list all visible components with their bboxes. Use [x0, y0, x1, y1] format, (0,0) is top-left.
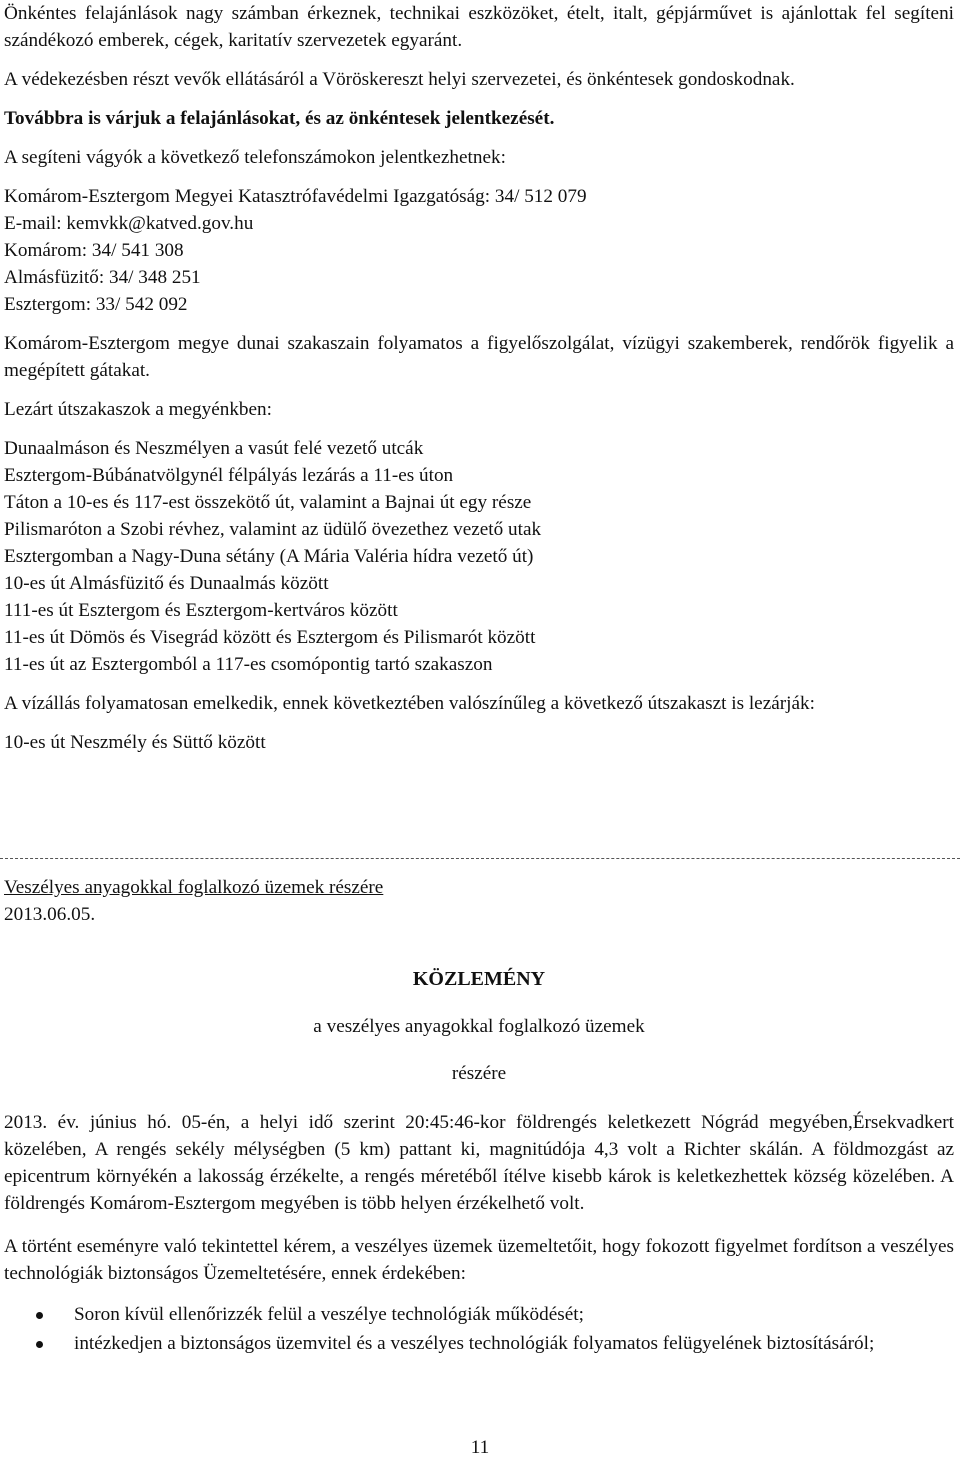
closed-road-item: Dunaalmáson és Neszmélyen a vasút felé vezető utcák	[4, 438, 424, 459]
closed-road-item: Esztergom-Búbánatvölgynél félpályás lezárás a 11-es úton	[4, 465, 454, 486]
water-level-paragraph: A vízállás folyamatosan emelkedik, ennek következtében valószínűleg a következő útszakaszt is lezárják:	[4, 693, 815, 714]
section-divider	[0, 858, 960, 859]
closed-road-item: 10-es út Almásfüzitő és Dunaalmás között	[4, 573, 329, 594]
closed-road-item: Esztergomban a Nagy-Duna sétány (A Mária Valéria hídra vezető út)	[4, 546, 534, 567]
closed-roads-heading: Lezárt útszakaszok a megyénkben:	[4, 399, 272, 420]
contact-line: Komárom: 34/ 541 308	[4, 240, 184, 261]
instruction-item	[4, 1330, 954, 1357]
closed-road-item: 11-es út az Esztergomból a 117-es csomópontig tartó szakaszon	[4, 654, 493, 675]
earthquake-paragraph: 2013. év. június hó. 05-én, a helyi idő szerint 20:45:46-kor földrengés keletkezett Nógrád megyében,Érsekvadkert közelében, A rengés sekély mélységben (5 km) pattant ki, magnitúdója 4,3 volt a Richter skálán. A földmozgást az epicentrum környékén a lakosság érzékelte, a rengés méretéből ítélve kisebb károk is keletkezhettek község közelében. A földrengés Komárom-Esztergom megyében is több helyen érzékelhető volt.	[4, 1112, 954, 1214]
bullet-icon	[36, 1341, 43, 1348]
closed-road-item: 11-es út Dömös és Visegrád között és Esztergom és Pilismarót között	[4, 627, 536, 648]
closed-roads-list	[4, 435, 954, 678]
instruction-item	[4, 1301, 954, 1328]
closed-road-item: Táton a 10-es és 117-est összekötő út, valamint a Bajnai út egy része	[4, 492, 532, 513]
instruction-text: Soron kívül ellenőrizzék felül a veszélye technológiák működését;	[74, 1304, 584, 1325]
notice-subtitle-recipient: részére	[451, 1063, 507, 1084]
contact-email: E-mail: kemvkk@katved.gov.hu	[4, 213, 254, 234]
red-cross-paragraph: A védekezésben részt vevők ellátásáról a Vöröskereszt helyi szervezetei, és önkéntesek gondoskodnak.	[4, 69, 795, 90]
contact-line: Esztergom: 33/ 542 092	[4, 294, 188, 315]
contact-line: Almásfüzitő: 34/ 348 251	[4, 267, 201, 288]
contact-intro: A segíteni vágyók a következő telefonszámokon jelentkezhetnek:	[4, 147, 506, 168]
monitoring-paragraph: Komárom-Esztergom megye dunai szakaszain folyamatos a figyelőszolgálat, vízügyi szakemberek, rendőrök figyelik a megépített gátakat.	[4, 333, 954, 381]
bullet-icon	[36, 1312, 43, 1319]
contact-list	[4, 183, 954, 318]
instruction-text: intézkedjen a biztonságos üzemvitel és a veszélyes technológiák folyamatos felügyelének biztosításáról;	[74, 1333, 875, 1354]
notice-title: KÖZLEMÉNY	[412, 968, 546, 990]
request-paragraph: A történt eseményre való tekintettel kérem, a veszélyes üzemek üzemeltetőit, hogy fokozott figyelmet fordítson a veszélyes technológiák biztonságos Üzemeltetésére, ennek érdekében:	[4, 1236, 954, 1284]
next-closure-line: 10-es út Neszmély és Süttő között	[4, 732, 266, 753]
offers-paragraph: Önkéntes felajánlások nagy számban érkeznek, technikai eszközöket, ételt, italt, gépjárművet is ajánlottak fel segíteni szándékozó emberek, cégek, karitatív szervezetek egyaránt.	[4, 3, 954, 51]
instruction-list	[4, 1301, 954, 1357]
document-section-notice	[4, 874, 954, 1357]
contact-line: Komárom-Esztergom Megyei Katasztrófavédelmi Igazgatóság: 34/ 512 079	[4, 186, 587, 207]
closed-road-item: Pilismaróton a Szobi révhez, valamint az üdülő övezethez vezető utak	[4, 519, 542, 540]
closed-road-item: 111-es út Esztergom és Esztergom-kertváros között	[4, 600, 398, 621]
call-for-volunteers: Továbbra is várjuk a felajánlásokat, és az önkéntesek jelentkezését.	[4, 108, 555, 129]
page-number: 11	[470, 1437, 490, 1458]
document-page-top	[4, 0, 954, 756]
notice-subtitle: a veszélyes anyagokkal foglalkozó üzemek	[313, 1016, 645, 1037]
notice-heading-link[interactable]: Veszélyes anyagokkal foglalkozó üzemek részére	[4, 877, 384, 898]
notice-date: 2013.06.05.	[4, 904, 96, 925]
